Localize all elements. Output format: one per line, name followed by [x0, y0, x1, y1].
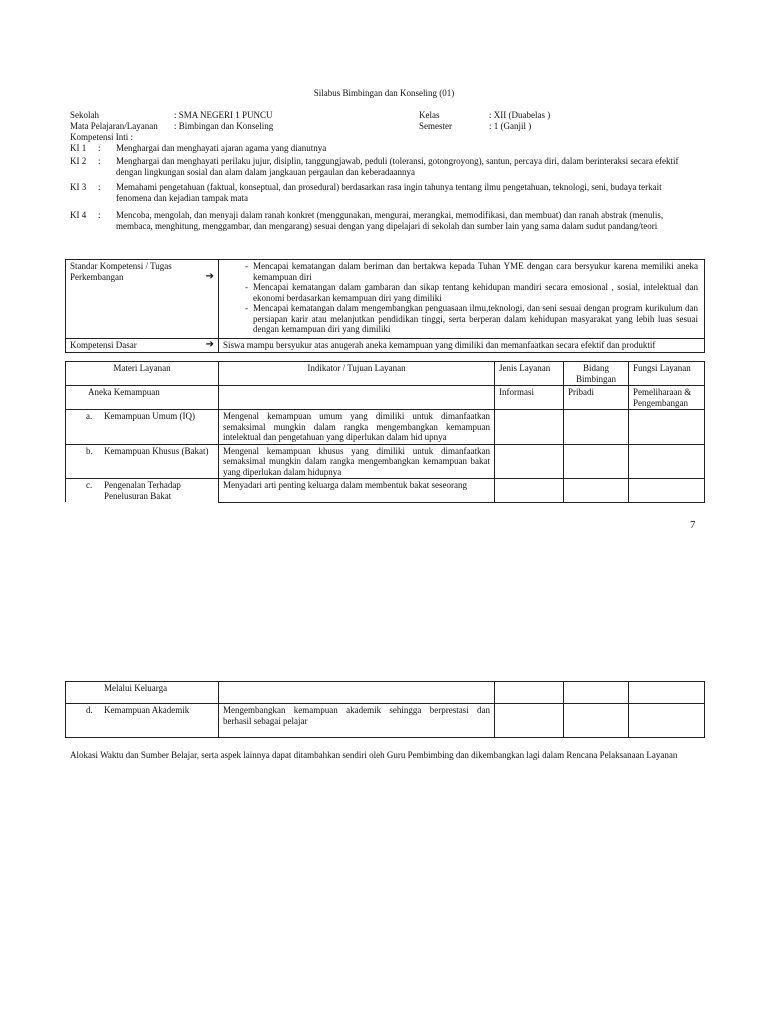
standar-label-cell — [66, 260, 219, 339]
standar-label: Standar Kompetensi / Tugas Perkembangan — [70, 261, 172, 282]
empty-cell — [564, 704, 629, 738]
ki-text: Mencoba, mengolah, dan menyaji dalam ranah konkret (menggunakan, mengurai, merangkai, memodifikasi, dan membuat) dan ranah abstrak (menulis, membaca, menghitung, menggambar, dan mengarang) sesuai dengan yang dipelajari di sekolah dan sumber lain yang sama dalam sudut pandang/teori — [116, 210, 664, 231]
table-header-row — [66, 362, 705, 386]
column-header: Indikator / Tujuan Layanan — [219, 362, 495, 386]
jenis-layanan: Informasi — [495, 386, 564, 410]
kelas-value: : XII (Duabelas ) — [489, 110, 551, 120]
ki-text: Menghargai dan menghayati ajaran agama yang dianutnya — [116, 143, 327, 153]
ki-text: Memahami pengetahuan (faktual, konseptual, dan prosedural) berdasarkan rasa ingin tahunya tentang ilmu pengetahuan, teknologi, seni, budaya terkait fenomena dan kejadian tampak mata — [116, 182, 662, 203]
materi-name: Melalui Keluarga — [66, 682, 219, 704]
empty-cell — [564, 444, 629, 479]
fungsi-layanan: Pemeliharaan & Pengembangan — [629, 386, 705, 410]
empty-cell — [495, 479, 564, 503]
table-row — [66, 479, 705, 503]
kd-text: Siswa mampu bersyukur atas anugerah aneka kemampuan yang dimiliki dan memanfaatkan secara efektif dan produktif — [219, 339, 705, 353]
empty-cell — [495, 410, 564, 445]
ki-text: Menghargai dan menghayati perilaku jujur, disiplin, tanggungjawab, peduli (toleransi, gotongroyong), santun, percaya diri, dalam berinteraksi secara efektif dengan lingkungan sosial dan alam dalam jangkauan pergaulan dan keberadaannya — [116, 156, 679, 177]
standar-kompetensi-table — [65, 259, 705, 353]
empty-cell — [629, 704, 705, 738]
arrow-right-icon: ➔ — [205, 339, 214, 350]
materi-letter: b. — [86, 445, 93, 456]
table-row — [66, 444, 705, 479]
empty-cell — [629, 682, 705, 704]
sekolah-value: : SMA NEGERI 1 PUNCU — [174, 110, 273, 120]
column-header: Bidang Bimbingan — [564, 362, 629, 386]
footnote: Alokasi Waktu dan Sumber Belajar, serta aspek lainnya dapat ditambahkan sendiri oleh Guru Pembimbing dan dikembangkan lagi dalam Rencana Pelaksanaan Layanan — [70, 750, 678, 760]
document-title: Silabus Bimbingan dan Konseling (01) — [313, 88, 455, 98]
materi-name: Kemampuan Akademik — [104, 705, 190, 715]
table-row — [66, 704, 705, 738]
semester-value: : 1 (Ganjil ) — [489, 121, 532, 131]
empty-cell — [495, 704, 564, 738]
kompetensi-inti-label: Kompetensi Inti : — [70, 132, 133, 142]
standar-item: - Mencapai kematangan dalam gambaran dan sikap tentang kehidupan mandiri secara emosional , sosial, intelektual dan ekonomi berdasarkan kemampuan diri yang dimiliki — [223, 282, 698, 303]
empty-cell — [495, 682, 564, 704]
empty-cell — [629, 444, 705, 479]
empty-cell — [219, 386, 495, 410]
ki-colon: : — [98, 143, 101, 153]
table-row — [66, 682, 705, 704]
sekolah-label: Sekolah — [70, 110, 99, 120]
arrow-right-icon: ➔ — [205, 271, 214, 282]
table-row — [66, 410, 705, 445]
column-header: Jenis Layanan — [495, 362, 564, 386]
column-header: Fungsi Layanan — [629, 362, 705, 386]
mapel-label: Mata Pelajaran/Layanan — [70, 121, 158, 131]
empty-cell — [629, 479, 705, 503]
empty-cell — [564, 410, 629, 445]
empty-cell — [564, 479, 629, 503]
materi-cell — [66, 444, 219, 479]
standar-item: - Mencapai kematangan dalam beriman dan bertakwa kepada Tuhan YME dengan cara bersyukur karena memiliki aneka kemampuan diri — [223, 261, 698, 282]
column-header: Materi Layanan — [66, 362, 219, 386]
empty-cell — [564, 682, 629, 704]
aneka-kemampuan: Aneka Kemampuan — [66, 386, 219, 410]
empty-cell — [495, 444, 564, 479]
standar-items-cell — [219, 260, 705, 339]
ki-number: KI 4 — [70, 210, 87, 220]
materi-name: Kemampuan Khusus (Bakat) — [104, 445, 209, 456]
mapel-value: : Bimbingan dan Konseling — [174, 121, 274, 131]
bidang-bimbingan: Pribadi — [564, 386, 629, 410]
table-row — [66, 386, 705, 410]
ki-number: KI 3 — [70, 182, 87, 192]
ki-number: KI 2 — [70, 156, 87, 166]
indikator-cell: Mengenal kemampuan khusus yang dimiliki untuk dimanfaatkan semaksimal mungkin dalam rangka mengembangkan kemampuan bakat yang diperlukan dalam hidupnya — [219, 444, 495, 479]
materi-table — [65, 361, 705, 503]
standar-item: - Mencapai kematangan dalam mengembangkan penguasaan ilmu,teknologi, dan seni sesuai dengan program kurikulum dan persiapan karir atau melanjutkan pendidikan tinggi, serta berperan dalam kehidupan masyarakat yang lebih luas sesuai dengan kemampuan diri yang dimiliki — [223, 303, 698, 335]
indikator-cell: Mengembangkan kemampuan akademik sehingga berprestasi dan berhasil sebagai pelajar — [219, 704, 495, 738]
materi-letter: a. — [86, 411, 93, 421]
kd-label-cell — [66, 339, 219, 353]
materi-letter: c. — [86, 480, 93, 490]
ki-colon: : — [98, 182, 101, 192]
indikator-cell: Mengenal kemampuan umum yang dimiliki untuk dimanfaatkan semaksimal mungkin dalam rangka mengembangkan kemampuan intelektual dan pengetahuan yang diperlukan dalam hid upnya — [219, 410, 495, 445]
semester-label: Semester — [419, 121, 452, 131]
materi-name: Kemampuan Umum (IQ) — [104, 411, 195, 421]
materi-letter: d. — [86, 705, 93, 715]
page-number: 7 — [690, 519, 696, 531]
empty-cell — [629, 410, 705, 445]
materi-cell — [66, 479, 219, 503]
materi-cell — [66, 704, 219, 738]
indikator-cell: Menyadari arti penting keluarga dalam membentuk bakat seseorang — [219, 479, 495, 503]
materi-name: Pengenalan Terhadap Penelusuran Bakat — [104, 480, 181, 501]
ki-number: KI 1 — [70, 143, 87, 153]
materi-table-continued — [65, 681, 705, 738]
standar-list — [223, 261, 700, 335]
empty-cell — [219, 682, 495, 704]
ki-colon: : — [98, 210, 101, 220]
kelas-label: Kelas — [419, 110, 440, 120]
ki-colon: : — [98, 156, 101, 166]
materi-cell — [66, 410, 219, 445]
kd-label: Kompetensi Dasar — [70, 340, 137, 350]
